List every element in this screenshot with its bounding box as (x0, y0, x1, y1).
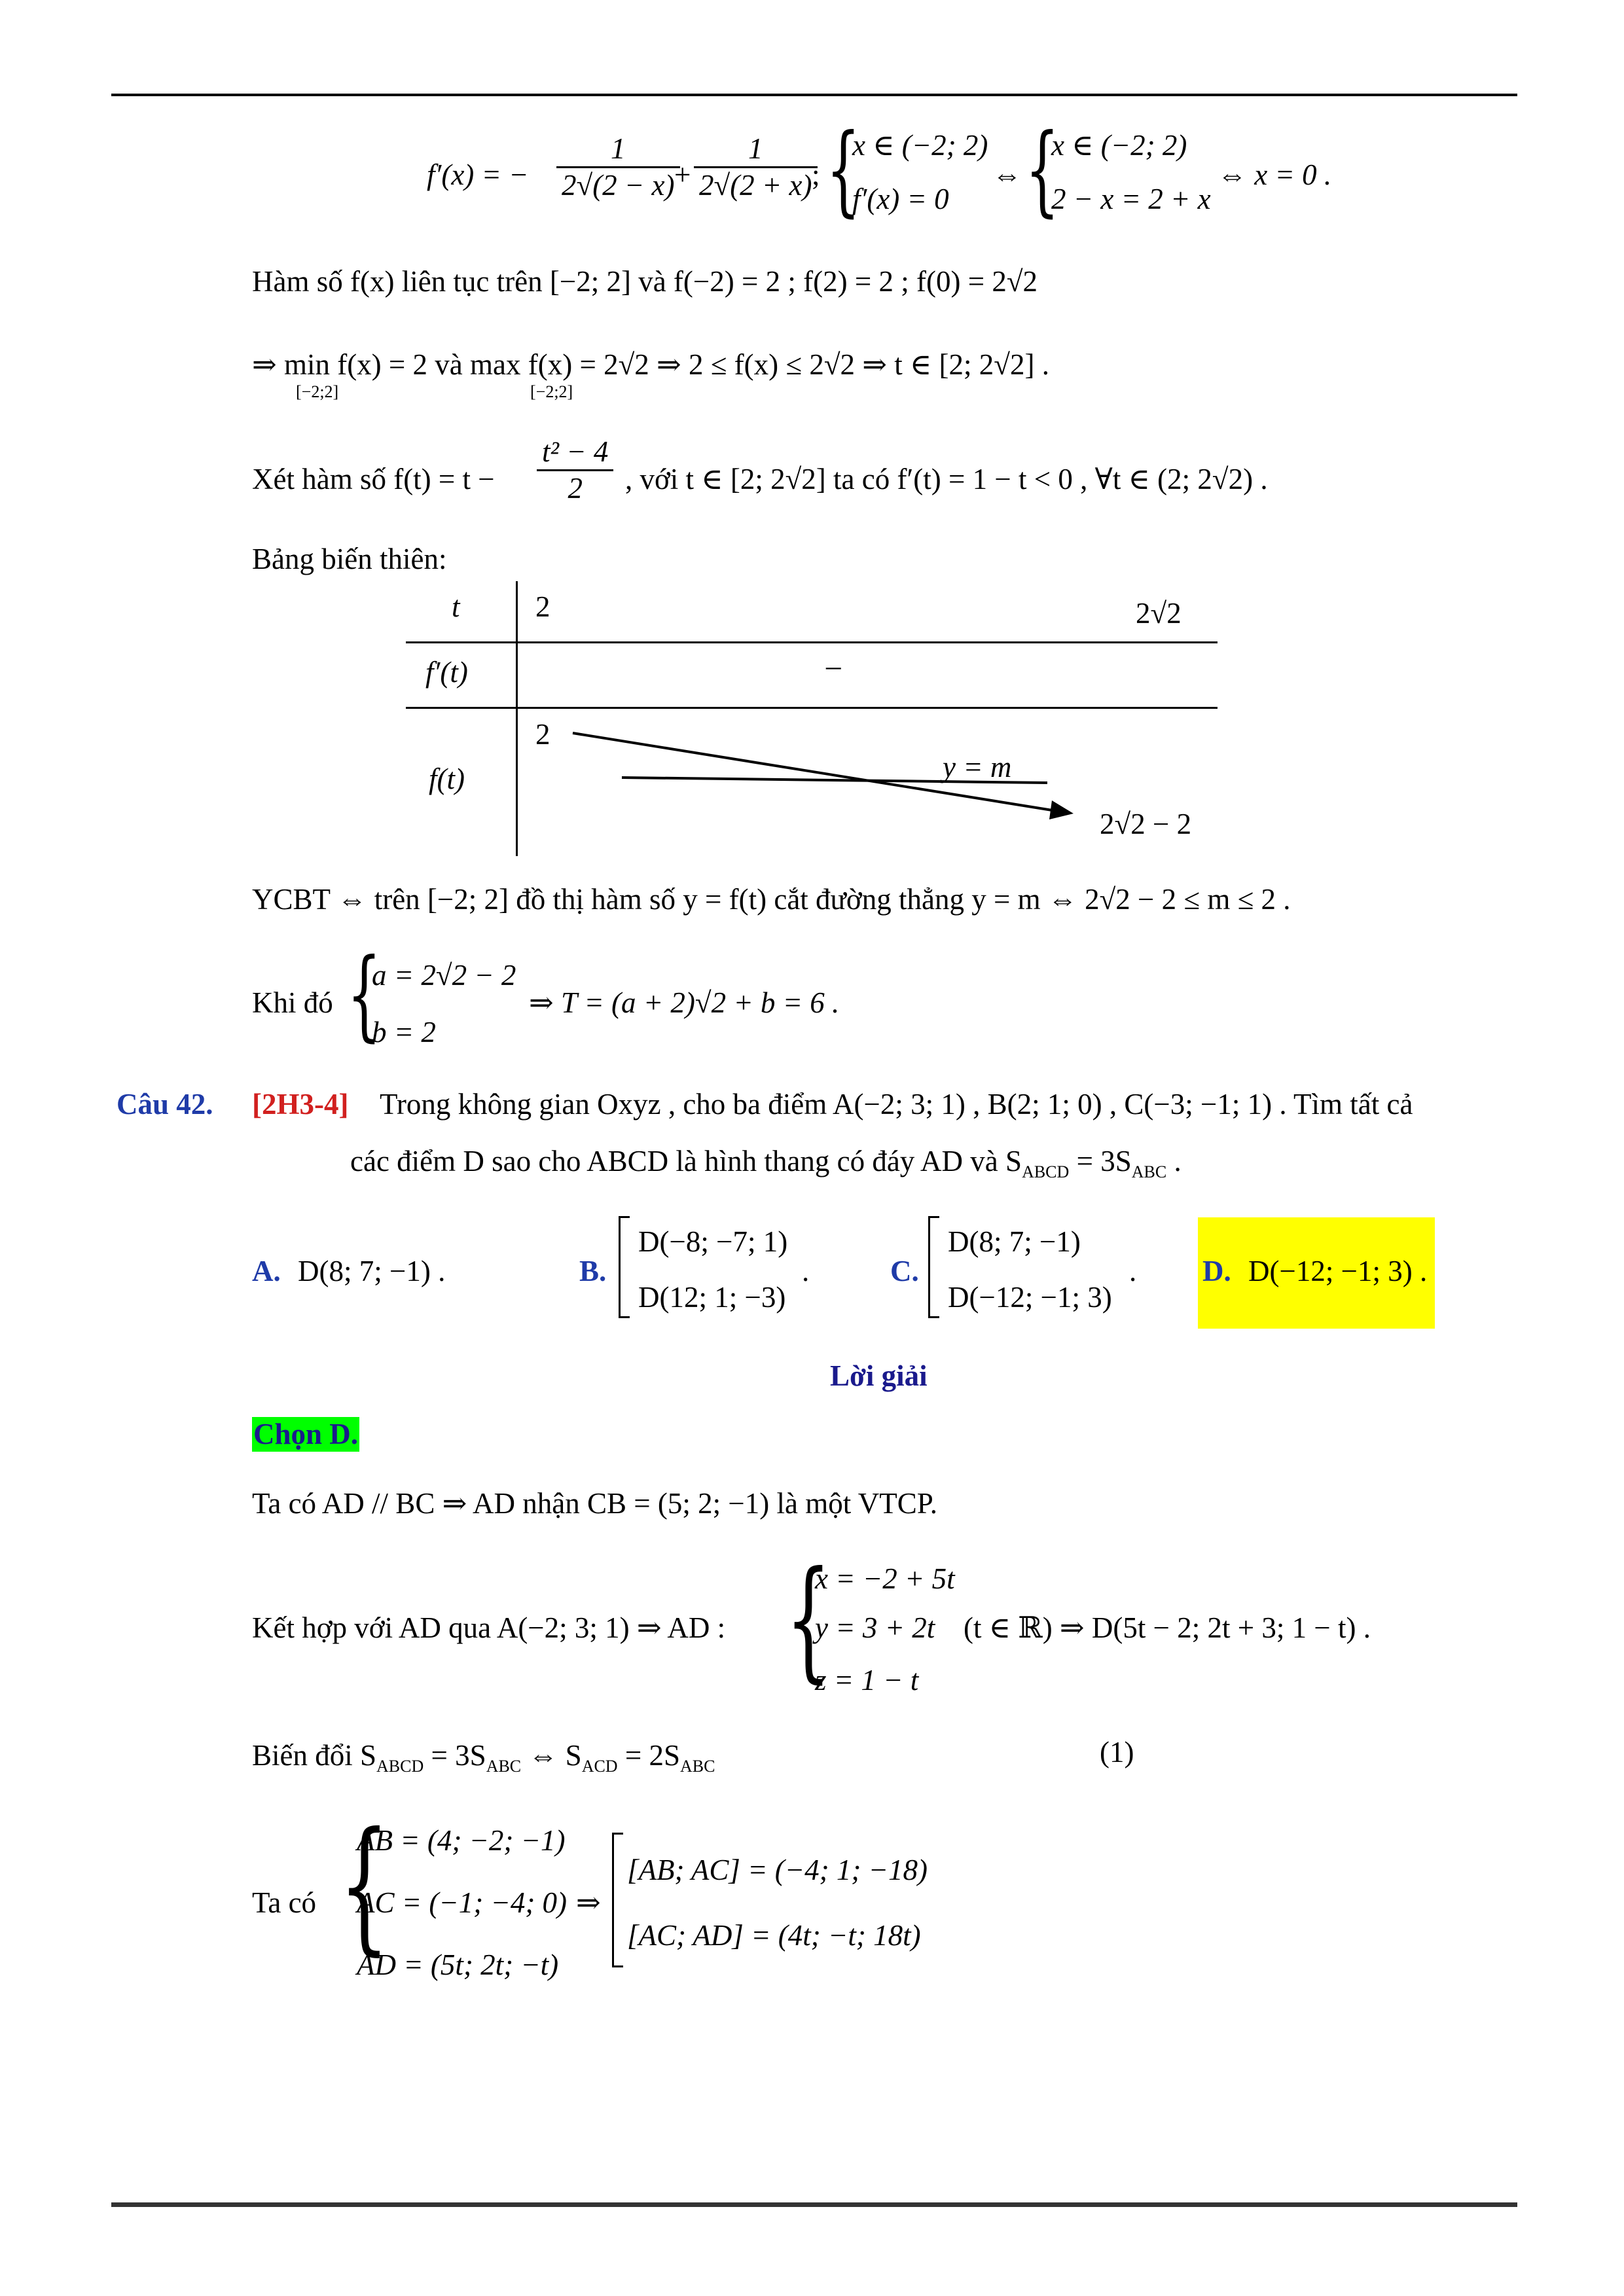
table-f-end: 2√2 − 2 (1100, 808, 1192, 840)
derivative-frac-2: $\frac{1}{2√(2 + x)}$ (694, 134, 818, 200)
cross-bracket (612, 1833, 623, 1967)
option-b-label[interactable]: B. (579, 1255, 607, 1287)
semicolon: ; (812, 158, 820, 191)
system-1-line-b: f′(x) = 0 (852, 183, 949, 215)
option-d-label[interactable]: D. (1202, 1255, 1231, 1287)
table-row-f: f(t) (429, 762, 465, 795)
option-b-value-1[interactable]: D(−8; −7; 1) (638, 1225, 788, 1258)
table-f-start: 2 (535, 718, 550, 751)
implies-arrow: ⇒ (576, 1886, 601, 1919)
table-t-start: 2 (535, 590, 550, 623)
option-b-bracket (619, 1216, 630, 1318)
iff-1: ⇔ (992, 158, 1022, 191)
cross-product-1: [AB; AC] = (−4; 1; −18) (627, 1854, 928, 1886)
option-c-label[interactable]: C. (890, 1255, 919, 1287)
consider-frac: $\frac{\text{t² − 4}}{2}$ (537, 437, 613, 503)
table-row-fprime: f′(t) (425, 656, 468, 689)
option-c-bracket (928, 1216, 939, 1318)
option-a-value[interactable]: D(8; 7; −1) . (298, 1255, 446, 1287)
ycbt-line: YCBT ⇔ trên [−2; 2] đồ thị hàm số y = f(t) cắt đường thẳng y = m ⇔ 2√2 − 2 ≤ m ≤ 2 . (252, 883, 1291, 916)
derivative-lhs: f′(x) = − (427, 158, 529, 191)
option-d-value[interactable]: D(−12; −1; 3) . (1248, 1255, 1428, 1287)
table-arrows-svg (0, 0, 1624, 916)
equation-tag-1: (1) (1100, 1736, 1134, 1768)
solution-heading: Lời giải (830, 1359, 928, 1392)
option-b-value-2[interactable]: D(12; 1; −3) (638, 1281, 786, 1314)
y-equals-m-line (622, 778, 1047, 783)
solution-line-3: Biến đổi $S_{ABCD} = 3S_{ABC}$ ⇔ $S_{ACD} = 2S_{ABC}$ (252, 1739, 715, 1776)
option-c-value-2[interactable]: D(−12; −1; 3) (948, 1281, 1112, 1314)
param-y: y = 3 + 2t (815, 1611, 935, 1644)
question-number: Câu 42. (117, 1088, 213, 1121)
cross-product-2: [AC; AD] = (4t; −t; 18t) (627, 1919, 921, 1952)
minmax-sub-1: [−2;2] (296, 382, 339, 401)
consider-line-b: , với t ∈ [2; 2√2] ta có f′(t) = 1 − t < 0 , ∀t ∈ (2; 2√2) . (625, 463, 1268, 495)
solution-line-2-b: (t ∈ ℝ) ⇒ D(5t − 2; 2t + 3; 1 − t) . (964, 1611, 1371, 1644)
system-2-line-b: 2 − x = 2 + x (1051, 183, 1211, 215)
khi-do-result: ⇒ T = (a + 2)√2 + b = 6 . (529, 986, 840, 1019)
table-row-t: t (452, 590, 460, 623)
option-c-end: . (1129, 1255, 1137, 1287)
question-code: [2H3-4] (252, 1088, 349, 1121)
system-1-brace: { (826, 113, 861, 227)
continuity-line: Hàm số f(x) liên tục trên [−2; 2] và f(−2) = 2 ; f(2) = 2 ; f(0) = 2√2 (252, 265, 1038, 298)
footer-rule (111, 2202, 1517, 2207)
solution-line-2-a: Kết hợp với AD qua A(−2; 3; 1) ⇒ AD : (252, 1611, 726, 1644)
system-2-line-a: x ∈ (−2; 2) (1051, 129, 1187, 162)
solution-choice: Chọn D. (253, 1418, 359, 1450)
minmax-sub-2: [−2;2] (530, 382, 573, 401)
vector-ab: AB = (4; −2; −1) (357, 1824, 566, 1857)
solution-line-1: Ta có AD // BC ⇒ AD nhận CB = (5; 2; −1) là một VTCP. (252, 1487, 937, 1520)
decreasing-arrow-line (573, 733, 1060, 812)
solution-line-4-a: Ta có (252, 1886, 317, 1919)
khi-do-label: Khi đó (252, 986, 333, 1019)
system-1-line-a: x ∈ (−2; 2) (852, 129, 988, 162)
option-a-label[interactable]: A. (252, 1255, 281, 1287)
table-sign: – (826, 649, 841, 682)
line-2-brace: { (785, 1543, 831, 1696)
khi-do-brace: { (347, 938, 382, 1052)
khi-do-a: a = 2√2 − 2 (372, 959, 516, 992)
decreasing-arrow-head (1049, 800, 1074, 819)
table-t-end: 2√2 (1136, 597, 1182, 630)
derivative-frac-1: $\frac{1}{2√(2 - x)}$ (556, 134, 680, 200)
param-z: z = 1 − t (815, 1664, 919, 1696)
line-4-brace: { (339, 1801, 389, 1969)
vector-ad: AD = (5t; 2t; −t) (357, 1948, 559, 1981)
option-b-end: . (802, 1255, 810, 1287)
consider-line-a: Xét hàm số f(t) = t − (252, 463, 495, 495)
khi-do-b: b = 2 (372, 1016, 436, 1049)
question-text-line-2: các điểm D sao cho ABCD là hình thang có đáy AD và $S_{ABCD} = 3S_{ABC}$ . (350, 1145, 1182, 1181)
param-x: x = −2 + 5t (815, 1562, 955, 1595)
vector-ac: AC = (−1; −4; 0) (357, 1886, 568, 1919)
iff-2-result: ⇔ x = 0 . (1218, 158, 1332, 191)
variation-table-title: Bảng biến thiên: (252, 543, 447, 575)
plus-sign: + (674, 158, 691, 191)
option-c-value-1[interactable]: D(8; 7; −1) (948, 1225, 1081, 1258)
minmax-line: ⇒ min f(x) = 2 và max f(x) = 2√2 ⇒ 2 ≤ f(x) ≤ 2√2 ⇒ t ∈ [2; 2√2] . (252, 348, 1049, 381)
system-2-brace: { (1025, 113, 1060, 227)
table-line-label: y = m (943, 751, 1012, 783)
question-text-line-1: Trong không gian Oxyz , cho ba điểm A(−2; 3; 1) , B(2; 1; 0) , C(−3; −1; 1) . Tìm tất cả (380, 1088, 1413, 1121)
